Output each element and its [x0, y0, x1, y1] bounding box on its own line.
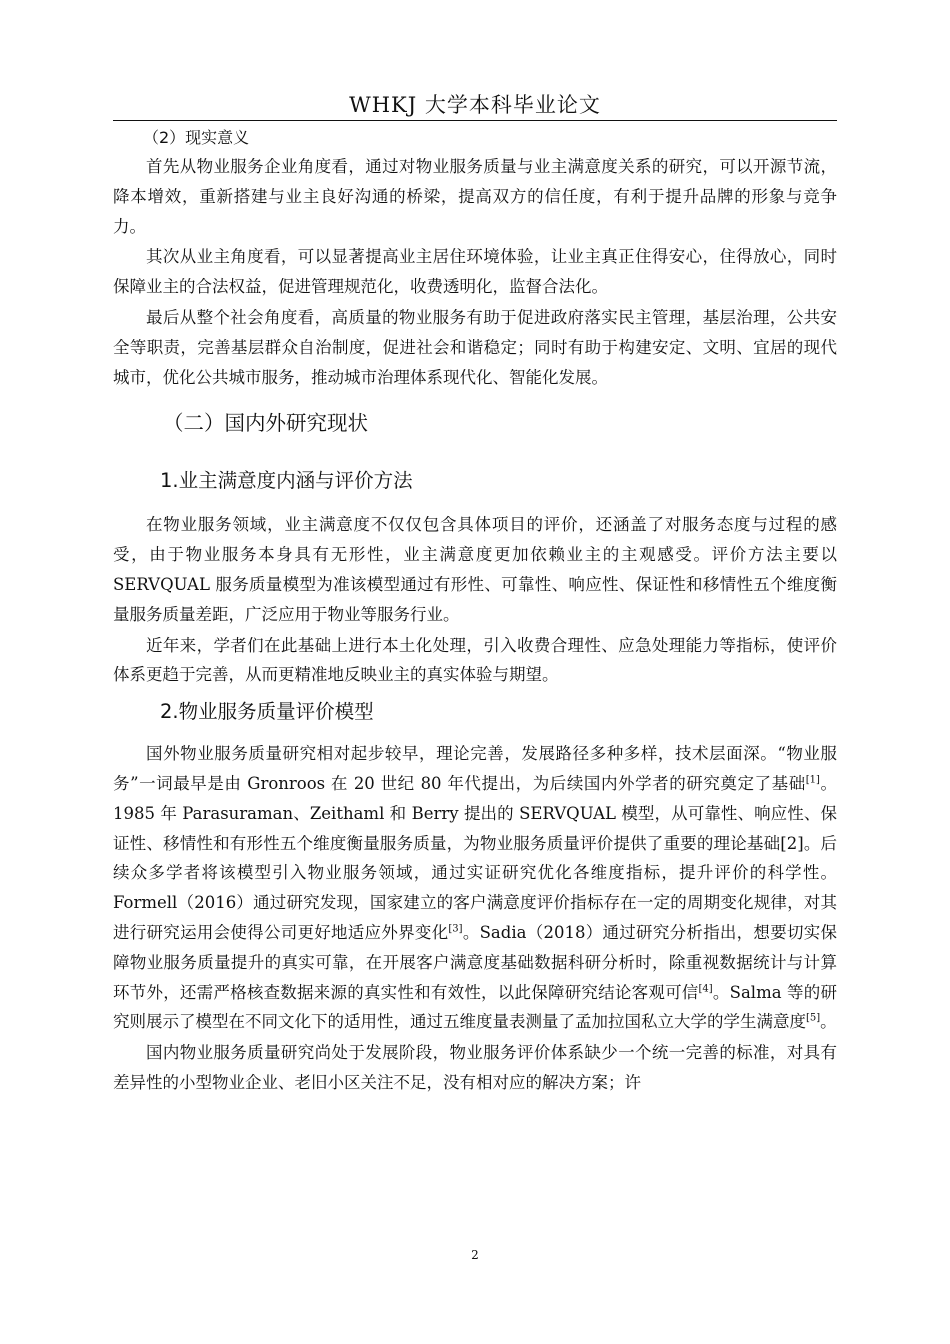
text-run: 。Salma 等的研究则展示了模型在不同文化下的适用性，通过五维度量表测量了孟加拉国私立大学的学生满意度 [113, 982, 837, 1032]
paragraph-foreign-research [113, 739, 837, 1037]
subsection-heading-quality-model: 2.物业服务质量评价模型 [160, 700, 374, 724]
paragraph-enterprise-perspective: 首先从物业服务企业角度看，通过对物业服务质量与业主满意度关系的研究，可以开源节流，降本增效，重新搭建与业主良好沟通的桥梁，提高双方的信任度，有利于提升品牌的形象与竞争力。 [113, 157, 837, 236]
citation-1: [1] [805, 774, 820, 786]
citation-4: [4] [698, 983, 713, 995]
running-header: WHKJ 大学本科毕业论文 [349, 93, 601, 117]
citation-5: [5] [806, 1012, 821, 1024]
paragraph-society-perspective: 最后从整个社会角度看，高质量的物业服务有助于促进政府落实民主管理，基层治理，公共安全等职责，完善基层群众自治制度，促进社会和谐稳定；同时有助于构建安定、文明、宜居的现代城市，优化公共城市服务，推动城市治理体系现代化、智能化发展。 [113, 307, 837, 387]
paragraph-owner-perspective: 其次从业主角度看，可以显著提高业主居住环境体验，让业主真正住得安心，住得放心，同时保障业主的合法权益，促进管理规范化，收费透明化，监督合法化。 [113, 247, 837, 297]
section-heading-research-status: （二）国内外研究现状 [163, 411, 368, 436]
header-rule [113, 120, 837, 121]
subsection-heading-practical-significance: （2）现实意义 [143, 128, 250, 147]
citation-3: [3] [448, 923, 463, 935]
paragraph-domestic-research: 国内物业服务质量研究尚处于发展阶段，物业服务评价体系缺少一个统一完善的标准，对具有差异性的小型物业企业、老旧小区关注不足，没有相对应的解决方案；许 [113, 1043, 837, 1092]
text-run: 。 [820, 1012, 837, 1032]
paragraph-localization: 近年来，学者们在此基础上进行本土化处理，引入收费合理性、应急处理能力等指标，使评价体系更趋于完善，从而更精准地反映业主的真实体验与期望。 [113, 635, 837, 685]
page-number: 2 [471, 1248, 479, 1262]
text-run: 。Sadia（2018）通过研究分析指出，想要切实保障物业服务质量提升的真实可靠，在开展客户满意度基础数据科研分析时，除重视数据统计与计算环节外，还需严格核查数据来源的真实性和有效性，以此保障研究结论客观可信 [113, 922, 838, 1002]
page-content [113, 124, 837, 1098]
paragraph-satisfaction-definition: 在物业服务领域，业主满意度不仅仅包含具体项目的评价，还涵盖了对服务态度与过程的感受，由于物业服务本身具有无形性，业主满意度更加依赖业主的主观感受。评价方法主要以 SERVQUAL 服务质量模型为准该模型通过有形性、可靠性、响应性、保证性和移情性五个维度衡量服务质量差距，广泛应用于物业等服务行业。 [113, 515, 837, 624]
subsection-heading-satisfaction: 1.业主满意度内涵与评价方法 [160, 469, 413, 493]
text-run: 。1985 年 Parasuraman、Zeithaml 和 Berry 提出的 SERVQUAL 模型，从可靠性、响应性、保证性、移情性和有形性五个维度衡量服务质量，为物业服务质量评价提供了重要的理论基础[2]。后续众多学者将该模型引入物业服务领域，通过实证研究优化各维度指标，提升评价的科学性。Formell（2016）通过研究发现，国家建立的客户满意度评价指标存在一定的周期变化规律，对其进行研究运用会使得公司更好地适应外界变化 [113, 773, 838, 942]
text-run: 国外物业服务质量研究相对起步较早，理论完善，发展路径多种多样，技术层面深。“物业服务”一词最早是由 Gronroos 在 20 世纪 80 年代提出，为后续国内外学者的研究奠定了基础 [113, 744, 837, 793]
